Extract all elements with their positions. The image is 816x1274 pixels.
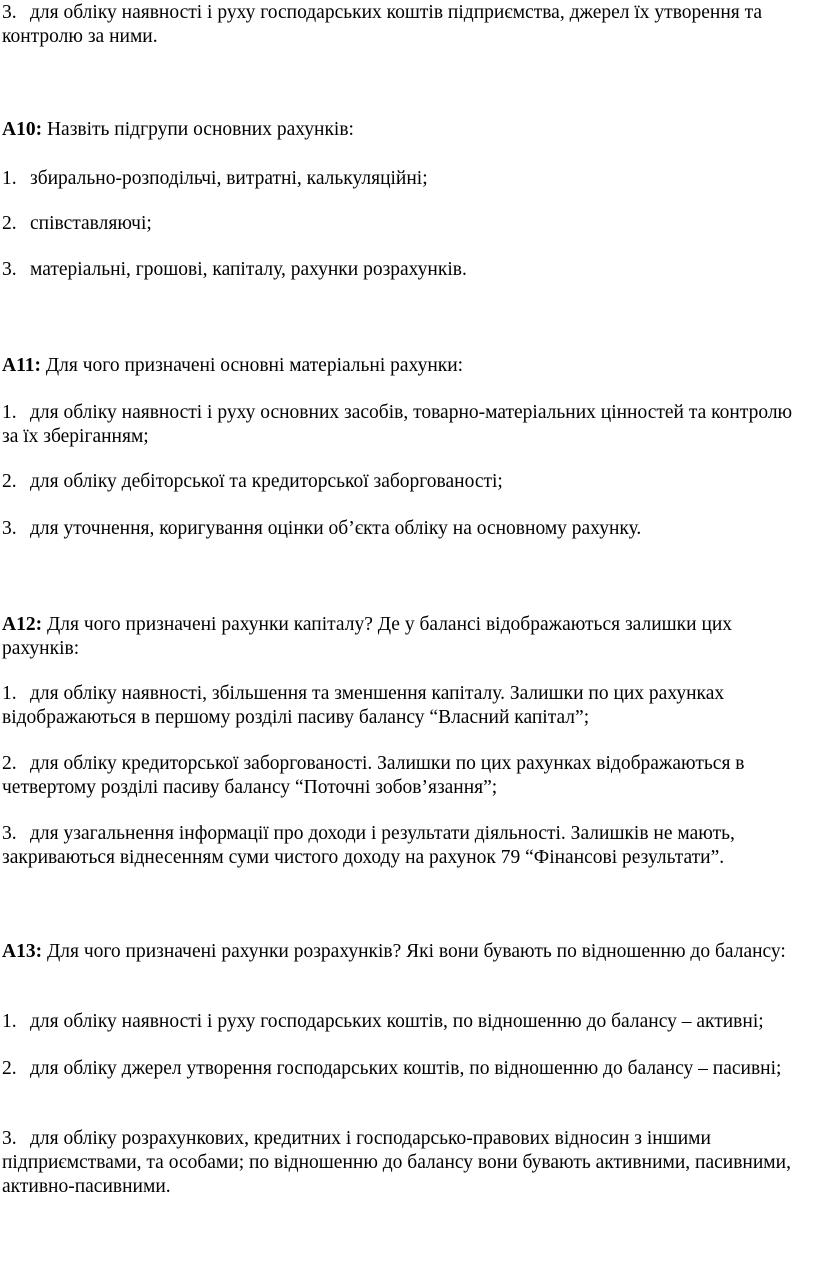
- answer-option: [2, 167, 812, 191]
- question-text: Для чого призначені рахунки капіталу? Де у балансі відображаються залишки цих рахунків:: [2, 614, 733, 659]
- question-a13: [2, 940, 812, 964]
- question-text: Для чого призначені рахунки розрахунків? Які вони бувають по відношенню до балансу:: [46, 941, 786, 962]
- item-number: 3.: [2, 2, 17, 23]
- option-text: для узагальнення інформації про доходи і результати діяльності. Залишків не мають, закриваються віднесенням суми чистого доходу на рахунок 79 “Фінансові результати”.: [2, 823, 735, 868]
- option-text: збирально-розподільчі, витратні, калькуляційні;: [30, 168, 428, 189]
- question-text: Назвіть підгрупи основних рахунків:: [46, 119, 354, 140]
- question-a11: [2, 354, 812, 378]
- option-number: 1.: [2, 168, 17, 189]
- answer-option: [2, 682, 812, 730]
- answer-option: [2, 752, 812, 800]
- option-number: 3.: [2, 1128, 17, 1149]
- answer-option: [2, 1010, 812, 1034]
- item-text: для обліку наявності і руху господарських коштів підприємства, джерел їх утворення та контролю за ними.: [2, 2, 763, 47]
- option-text: для обліку дебіторської та кредиторської заборгованості;: [30, 471, 503, 492]
- option-text: для обліку наявності і руху основних засобів, товарно-матеріальних цінностей та контролю за їх зберіганням;: [2, 402, 793, 447]
- option-number: 2.: [2, 1058, 17, 1079]
- option-text: для обліку наявності, збільшення та зменшення капіталу. Залишки по цих рахунках відображаються в першому розділі пасиву балансу “Власний капітал”;: [2, 683, 725, 728]
- question-id: А13:: [2, 941, 43, 962]
- answer-option: [2, 470, 812, 494]
- option-number: 3.: [2, 518, 17, 539]
- option-number: 3.: [2, 259, 17, 280]
- answer-option: [2, 822, 812, 870]
- option-number: 2.: [2, 753, 17, 774]
- option-text: для обліку джерел утворення господарських коштів, по відношенню до балансу – пасивні;: [30, 1058, 782, 1079]
- answer-option: [2, 1057, 812, 1081]
- answer-option: [2, 1127, 812, 1199]
- option-text: для обліку наявності і руху господарських коштів, по відношенню до балансу – активні;: [30, 1011, 764, 1032]
- option-text: матеріальні, грошові, капіталу, рахунки розрахунків.: [30, 259, 467, 280]
- question-id: А12:: [2, 614, 43, 635]
- option-text: для уточнення, коригування оцінки об’єкта обліку на основному рахунку.: [30, 518, 642, 539]
- question-a10: [2, 118, 812, 142]
- option-number: 3.: [2, 823, 17, 844]
- answer-option: [2, 258, 812, 282]
- question-id: А11:: [2, 355, 41, 376]
- option-text: співставляючі;: [30, 213, 152, 234]
- option-number: 1.: [2, 683, 17, 704]
- question-id: А10:: [2, 119, 43, 140]
- option-number: 1.: [2, 402, 17, 423]
- question-text: Для чого призначені основні матеріальні рахунки:: [45, 355, 464, 376]
- answer-option: [2, 401, 812, 449]
- option-text: для обліку розрахункових, кредитних і господарсько-правових відносин з іншими підприємствами, та особами; по відношенню до балансу вони бувають активними, пасивними, активно-пасивними.: [2, 1128, 791, 1197]
- option-number: 2.: [2, 471, 17, 492]
- answer-option: [2, 212, 812, 236]
- intro-item: [2, 1, 812, 49]
- answer-option: [2, 517, 812, 541]
- question-a12: [2, 613, 812, 661]
- option-number: 1.: [2, 1011, 17, 1032]
- option-number: 2.: [2, 213, 17, 234]
- option-text: для обліку кредиторської заборгованості. Залишки по цих рахунках відображаються в четвертому розділі пасиву балансу “Поточні зобов’язання”;: [2, 753, 745, 798]
